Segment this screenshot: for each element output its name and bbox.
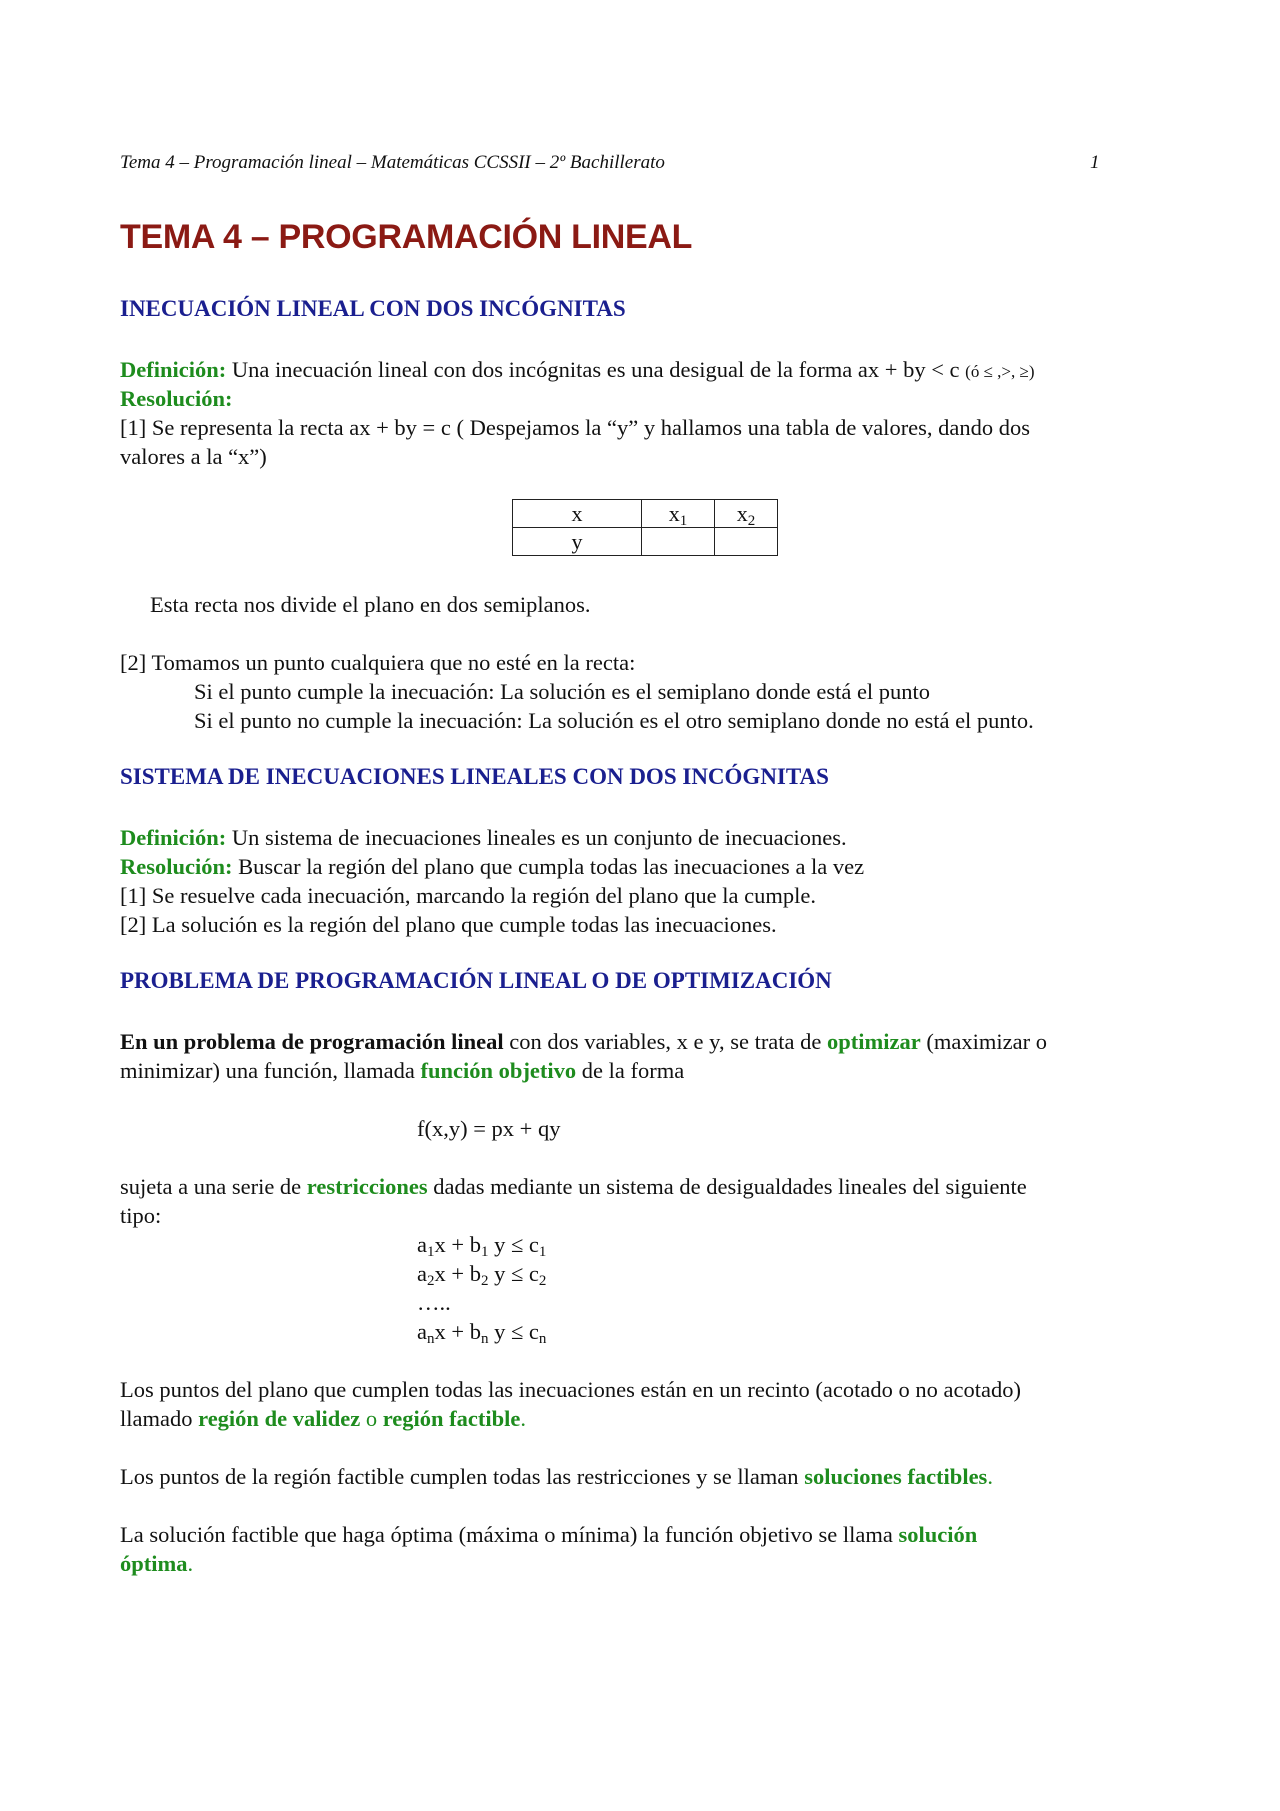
page-title: TEMA 4 – PROGRAMACIÓN LINEAL	[120, 218, 693, 256]
constraints-line-2: tipo:	[120, 1203, 162, 1228]
definition-text: Un sistema de inecuaciones lineales es un conjunto de inecuaciones.	[226, 825, 847, 850]
constraints-line-1	[120, 1172, 1170, 1201]
text: dadas mediante un sistema de desigualdades lineales del siguiente	[427, 1174, 1027, 1199]
sub: 1	[427, 1244, 435, 1260]
text: y ≤ c	[488, 1232, 539, 1257]
resolution-paragraph-2	[120, 852, 1170, 881]
sub: 1	[480, 1244, 489, 1260]
section-heading-sistema: SISTEMA DE INECUACIONES LINEALES CON DOS INCÓGNITAS	[120, 764, 829, 789]
lp-paragraph-line-1	[120, 1027, 1170, 1056]
step-2: [2] Tomamos un punto cualquiera que no esté en la recta:	[120, 650, 636, 675]
resolution-label-1	[120, 384, 1170, 413]
step-1-line-2: valores a la “x”)	[120, 444, 267, 469]
sub: n	[538, 1331, 547, 1347]
term-region-validez: región de validez	[198, 1406, 361, 1431]
term-funcion-objetivo: función objetivo	[420, 1058, 577, 1083]
text: x + b	[434, 1261, 481, 1286]
definition-paragraph-1	[120, 355, 1170, 386]
optimal-solution-line-2	[120, 1549, 1170, 1578]
sub: 2	[427, 1273, 435, 1289]
sub: 2	[480, 1273, 489, 1289]
constraint-ellipsis: …..	[417, 1290, 451, 1315]
step-2a: Si el punto cumple la inecuación: La solución es el semiplano donde está el punto	[194, 679, 931, 704]
table-row	[513, 500, 778, 528]
term-soluciones-factibles: soluciones factibles	[804, 1464, 988, 1489]
text: o	[360, 1406, 383, 1431]
section-heading-problema: PROBLEMA DE PROGRAMACIÓN LINEAL O DE OPTIMIZACIÓN	[120, 968, 832, 993]
cell-text: x	[736, 501, 748, 526]
text: La solución factible que haga óptima (máxima o mínima) la función objetivo se llama	[120, 1522, 899, 1547]
system-step-2: [2] La solución es la región del plano que cumple todas las inecuaciones.	[120, 912, 777, 937]
text: a	[417, 1261, 427, 1286]
text: a	[417, 1319, 427, 1344]
text: .	[187, 1551, 194, 1576]
definition-note: (ó ≤ ,>, ≥)	[965, 362, 1035, 381]
values-table	[512, 499, 778, 556]
text: (maximizar o	[920, 1029, 1047, 1054]
cell-text: x	[668, 501, 680, 526]
cell-sub: 2	[747, 513, 756, 529]
text: y ≤ c	[488, 1319, 539, 1344]
definition-label: Definición:	[120, 357, 227, 382]
text: con dos variables, x e y, se trata de	[503, 1029, 828, 1054]
bold-phrase: En un problema de programación lineal	[120, 1029, 504, 1054]
definition-paragraph-2	[120, 823, 1170, 852]
term-solucion: solución	[898, 1522, 978, 1547]
table-cell-empty	[642, 528, 715, 556]
optimal-solution-line-1	[120, 1520, 1170, 1549]
definition-label: Definición:	[120, 825, 227, 850]
objective-formula: f(x,y) = px + qy	[417, 1116, 561, 1141]
text: a	[417, 1232, 427, 1257]
semiplanes-note: Esta recta nos divide el plano en dos semiplanos.	[150, 592, 591, 617]
feasible-solutions-line	[120, 1462, 1170, 1491]
running-header: Tema 4 – Programación lineal – Matemáticas CCSSII – 2º Bachillerato	[120, 152, 665, 173]
table-cell-x1	[642, 500, 715, 528]
term-optimizar: optimizar	[827, 1029, 921, 1054]
table-cell-y: y	[513, 528, 642, 556]
feasible-region-line-1: Los puntos del plano que cumplen todas las inecuaciones están en un recinto (acotado o no acotado)	[120, 1377, 1021, 1402]
sub: 1	[538, 1244, 547, 1260]
text: .	[520, 1406, 526, 1431]
cell-sub: 1	[679, 513, 688, 529]
resolution-text: Buscar la región del plano que cumpla todas las inecuaciones a la vez	[232, 854, 865, 879]
text: .	[987, 1464, 993, 1489]
text: y ≤ c	[488, 1261, 539, 1286]
text: sujeta a una serie de	[120, 1174, 307, 1199]
resolution-label: Resolución:	[120, 854, 233, 879]
table-cell-x2	[715, 500, 778, 528]
sub: n	[480, 1331, 489, 1347]
term-optima: óptima	[120, 1551, 188, 1576]
text: de la forma	[576, 1058, 685, 1083]
text: minimizar) una función, llamada	[120, 1058, 421, 1083]
table-cell-x: x	[513, 500, 642, 528]
system-step-1: [1] Se resuelve cada inecuación, marcando la región del plano que la cumple.	[120, 883, 816, 908]
constraint-1	[417, 1230, 1280, 1259]
section-heading-inecuacion: INECUACIÓN LINEAL CON DOS INCÓGNITAS	[120, 296, 626, 321]
term-region-factible: región factible	[382, 1406, 521, 1431]
sub: 2	[538, 1273, 547, 1289]
feasible-region-line-2	[120, 1404, 1170, 1433]
term-restricciones: restricciones	[306, 1174, 428, 1199]
table-cell-empty	[715, 528, 778, 556]
resolution-label: Resolución:	[120, 386, 233, 411]
step-2b: Si el punto no cumple la inecuación: La solución es el otro semiplano donde no está el punto.	[194, 708, 1034, 733]
constraint-n	[417, 1317, 1280, 1346]
sub: n	[427, 1331, 435, 1347]
definition-text: Una inecuación lineal con dos incógnitas es una desigual de la forma ax + by < c	[226, 357, 966, 382]
page-number: 1	[1090, 152, 1100, 173]
table-row	[513, 528, 778, 556]
constraint-2	[417, 1259, 1280, 1288]
lp-paragraph-line-2	[120, 1056, 1170, 1085]
text: x + b	[434, 1232, 481, 1257]
text: Los puntos de la región factible cumplen todas las restricciones y se llaman	[120, 1464, 805, 1489]
text: llamado	[120, 1406, 199, 1431]
step-1-line-1: [1] Se representa la recta ax + by = c ( Despejamos la “y” y hallamos una tabla de valores, dando dos	[120, 415, 1031, 440]
text: x + b	[434, 1319, 481, 1344]
